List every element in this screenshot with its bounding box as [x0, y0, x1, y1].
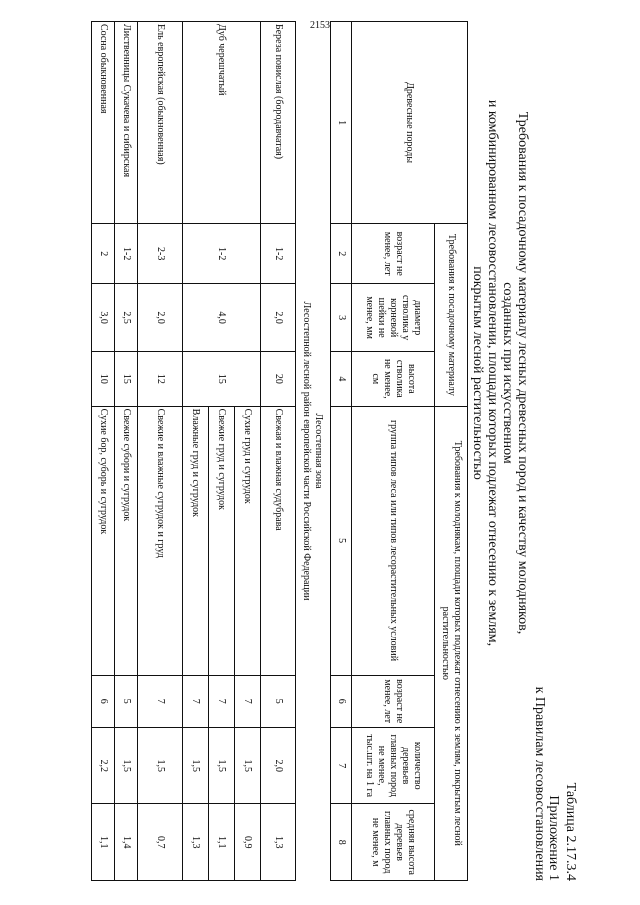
col-number: 6 [331, 675, 352, 727]
forest-type-cell: Свежая и влажная судубрава [261, 406, 296, 675]
header-young-count: количество деревьев главных пород не менее, тыс.шт. на 1 га [352, 727, 435, 804]
species-cell: Дуб черешчатый [183, 22, 261, 224]
young-count-cell: 1,5 [235, 727, 261, 804]
table-row [138, 22, 183, 881]
header-young-age: возраст не менее, лет [352, 675, 435, 727]
forest-type-cell: Влажные груд и сугрудок [183, 406, 209, 675]
species-cell: Сосна обыкновенная [92, 22, 115, 224]
young-age-cell: 5 [261, 675, 296, 727]
pm-height-cell: 12 [138, 352, 183, 407]
header-row-group [435, 22, 468, 881]
pm-age-cell: 2-3 [138, 224, 183, 284]
forest-type-cell: Свежие груд и сугрудок [209, 406, 235, 675]
header-species: Древесные породы [352, 22, 468, 224]
col-number: 2 [331, 224, 352, 284]
pm-diameter-cell: 2,5 [115, 284, 138, 352]
header-planting-material: Требования к посадочному материалу [435, 224, 468, 406]
young-count-cell: 1,5 [183, 727, 209, 804]
table-row [235, 22, 261, 881]
young-height-cell: 0,7 [138, 804, 183, 881]
header-forest-type: группа типов леса или типов лесорастительных условий [352, 406, 435, 675]
young-count-cell: 2,0 [261, 727, 296, 804]
header-pm-age: возраст не менее, лет [352, 224, 435, 284]
zone-name: Лесостепная зона [313, 413, 324, 489]
young-age-cell: 6 [92, 675, 115, 727]
pm-diameter-cell: 4,0 [183, 284, 261, 352]
title-line-3: покрытым лесной растительностью [470, 266, 485, 480]
title-line-1: Требования к посадочному материалу лесных древесных пород и качеству молодняков, созданных при искусственном [500, 111, 530, 635]
table-row [115, 22, 138, 881]
zone-district: Лесостепной лесной район европейской части Российской Федерации [301, 301, 312, 601]
header-young-growth: Требования к молоднякам, площади которых подлежат отнесению к землям, покрытым лесной растительностью [435, 406, 468, 880]
rotated-page-content [98, 13, 618, 893]
table-title [470, 83, 530, 663]
young-count-cell: 1,5 [209, 727, 235, 804]
pm-age-cell: 1-2 [261, 224, 296, 284]
title-line-2: и комбинированном лесовосстановлении, площади которых подлежат отнесению к землям, [485, 99, 500, 647]
young-age-cell: 7 [209, 675, 235, 727]
young-age-cell: 5 [115, 675, 138, 727]
forest-type-cell: Свежие субори и сугрудок [115, 406, 138, 675]
pm-height-cell: 15 [115, 352, 138, 407]
zone-row [296, 22, 331, 881]
species-cell: Ель европейская (обыкновенная) [138, 22, 183, 224]
young-height-cell: 1,3 [261, 804, 296, 881]
table-number: Таблица 2.17.3.4 [563, 782, 578, 881]
col-number: 1 [331, 22, 352, 224]
pm-height-cell: 15 [183, 352, 261, 407]
appendix-label: Приложение 1 [546, 795, 561, 881]
col-number: 3 [331, 284, 352, 352]
col-number: 4 [331, 352, 352, 407]
pm-diameter-cell: 2,0 [138, 284, 183, 352]
pm-age-cell: 1-2 [183, 224, 261, 284]
requirements-table [91, 21, 468, 881]
page-number: 2153 [310, 20, 330, 31]
forest-type-cell: Сухие бор, суборь и сугрудок [92, 406, 115, 675]
appendix-reference: к Правилам лесовосстановления [532, 686, 547, 881]
col-number: 8 [331, 804, 352, 881]
pm-age-cell: 2 [92, 224, 115, 284]
young-age-cell: 7 [235, 675, 261, 727]
header-young-height: средняя высота деревьев главных пород не менее, м [352, 804, 435, 881]
young-count-cell: 1,5 [138, 727, 183, 804]
young-count-cell: 1,5 [115, 727, 138, 804]
pm-diameter-cell: 3,0 [92, 284, 115, 352]
young-height-cell: 1,1 [209, 804, 235, 881]
header-pm-diameter: диаметр стволика у корневой шейки не менее, мм [352, 284, 435, 352]
species-cell: Лиственницы Сукачева и сибирская [115, 22, 138, 224]
table-row [261, 22, 296, 881]
col-number: 5 [331, 406, 352, 675]
pm-diameter-cell: 2,0 [261, 284, 296, 352]
young-height-cell: 0,9 [235, 804, 261, 881]
pm-height-cell: 10 [92, 352, 115, 407]
species-cell: Береза повислая (бородавчатая) [261, 22, 296, 224]
col-number: 7 [331, 727, 352, 804]
pm-age-cell: 1-2 [115, 224, 138, 284]
young-age-cell: 7 [138, 675, 183, 727]
young-height-cell: 1,3 [183, 804, 209, 881]
young-age-cell: 7 [183, 675, 209, 727]
forest-type-cell: Свежие и влажные сугрудок и груд [138, 406, 183, 675]
young-count-cell: 2,2 [92, 727, 115, 804]
young-height-cell: 1,1 [92, 804, 115, 881]
pm-height-cell: 20 [261, 352, 296, 407]
table-row [92, 22, 115, 881]
forest-type-cell: Сухие груд и сугрудок [235, 406, 261, 675]
column-number-row [331, 22, 352, 881]
young-height-cell: 1,4 [115, 804, 138, 881]
header-pm-height: высота стволика не менее, см [352, 352, 435, 407]
